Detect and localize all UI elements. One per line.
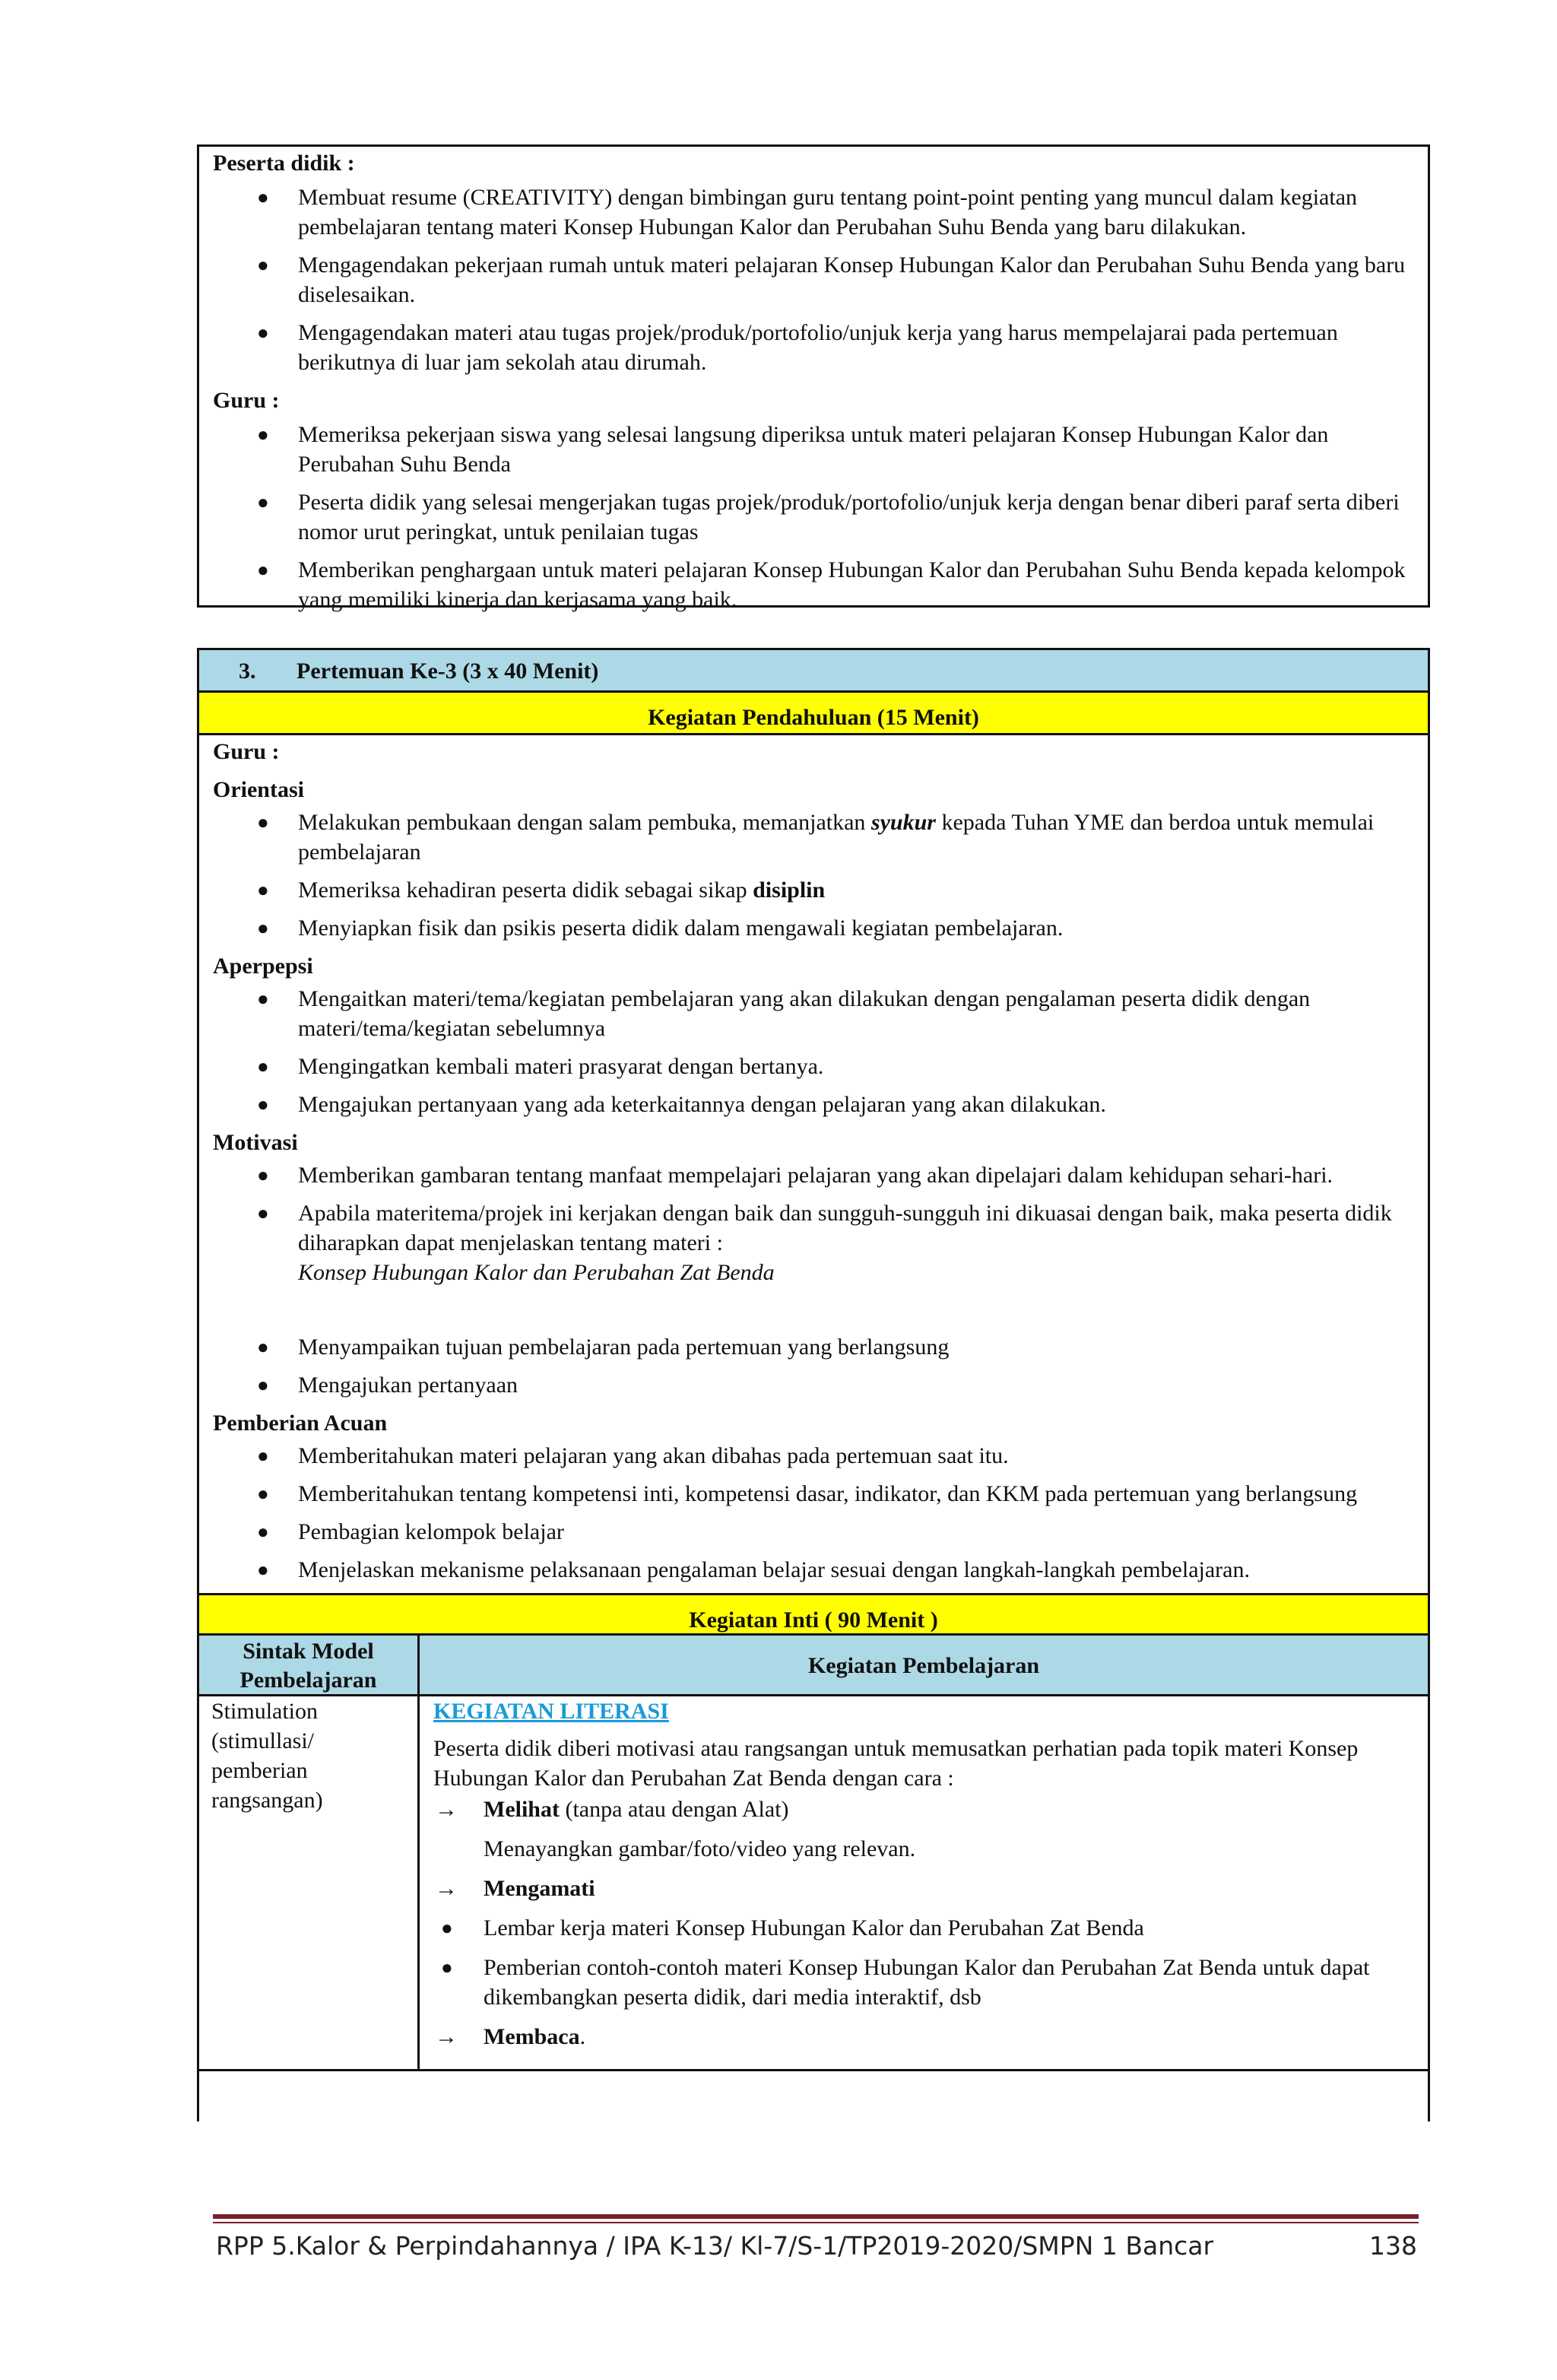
meeting-3-table [197,648,1430,2121]
footer-rule [213,2214,1419,2219]
aperpepsi-list [213,984,1414,1119]
orientasi-list [213,808,1414,943]
footer [216,2228,1417,2264]
col-kegiatan-header: Kegiatan Pembelajaran [420,1636,1428,1694]
list-item: → Melihat (tanpa atau dengan Alat) [433,1795,1414,1824]
list-item: ● Melakukan pembukaan dengan salam pembuka, memanjatkan syukur kepada Tuhan YME dan berdoa untuk memulai pembelajaran [213,808,1414,867]
footer-rule-thin [213,2222,1419,2223]
inti-table-header [199,1636,1428,1696]
inti-header: Kegiatan Inti ( 90 Menit ) [199,1593,1428,1636]
col-sintak-header: Sintak Model Pembelajaran [199,1636,420,1694]
acuan-label: Pemberian Acuan [213,1411,388,1436]
page-number: 138 [1369,2231,1417,2261]
list-item: ● Peserta didik yang selesai mengerjakan tugas projek/produk/portofolio/unjuk kerja dengan benar diberi paraf serta diberi nomor urut peringkat, untuk penilaian tugas [213,487,1414,547]
list-item: ● Menyiapkan fisik dan psikis peserta didik dalam mengawali kegiatan pembelajaran. [213,913,1414,943]
peserta-list [213,182,1414,377]
list-item: ● Mengagendakan pekerjaan rumah untuk materi pelajaran Konsep Hubungan Kalor dan Perubahan Suhu Benda yang baru diselesaikan. [213,250,1414,309]
list-item: ● Memeriksa pekerjaan siswa yang selesai langsung diperiksa untuk materi pelajaran Konsep Hubungan Kalor dan Perubahan Suhu Benda [213,420,1414,479]
meeting-title: Pertemuan Ke-3 (3 x 40 Menit) [296,658,599,684]
list-item: ● Mengaitkan materi/tema/kegiatan pembelajaran yang akan dilakukan dengan pengalaman peserta didik dengan materi/tema/kegiatan sebelumnya [213,984,1414,1043]
list-item: → Membaca. [433,2022,1414,2052]
acuan-list [213,1441,1414,1585]
pendahuluan-header: Kegiatan Pendahuluan (15 Menit) [199,693,1428,735]
list-item: → Mengamati [433,1874,1414,1903]
list-item: ● Apabila materitema/projek ini kerjakan dengan baik dan sungguh-sungguh ini dikuasai dengan baik, maka peserta didik diharapkan dapat menjelaskan tentang materi : Konsep Hubungan Kalor dan Perubahan Zat Benda [213,1198,1414,1324]
aperpepsi-label: Aperpepsi [213,954,313,979]
list-item: ● Memberitahukan tentang kompetensi inti, kompetensi dasar, indikator, dan KKM pada pertemuan yang berlangsung [213,1479,1414,1509]
list-item: ● Pemberian contoh-contoh materi Konsep Hubungan Kalor dan Perubahan Zat Benda untuk dapat dikembangkan peserta didik, dari media interaktif, dsb [433,1953,1414,2012]
peserta-label: Peserta didik : [213,151,355,176]
guru-list [213,420,1414,614]
guru-label: Guru : [213,388,280,413]
list-item: ● Lembar kerja materi Konsep Hubungan Kalor dan Perubahan Zat Benda [433,1913,1414,1943]
list-item: ● Memeriksa kehadiran peserta didik sebagai sikap disiplin [213,875,1414,905]
orientasi-label: Orientasi [213,777,304,802]
list-item: ● Mengajukan pertanyaan yang ada keterkaitannya dengan pelajaran yang akan dilakukan. [213,1090,1414,1119]
literasi-heading: KEGIATAN LITERASI [433,1699,669,1724]
guru-label: Guru : [213,739,280,764]
closing-activities-box [197,144,1430,612]
motivasi-list [213,1160,1414,1400]
list-item: ● Menyampaikan tujuan pembelajaran pada pertemuan yang berlangsung [213,1332,1414,1362]
sintak-cell: Stimulation (stimullasi/ pemberian rangsangan) [199,1696,420,2069]
list-item: ● Mengagendakan materi atau tugas projek/produk/portofolio/unjuk kerja yang harus mempelajarai pada pertemuan berikutnya di luar jam sekolah atau dirumah. [213,318,1414,377]
list-item: Menayangkan gambar/foto/video yang relevan. [484,1836,916,1861]
list-item: ● Mengingatkan kembali materi prasyarat dengan bertanya. [213,1052,1414,1081]
activity-list [433,1795,1414,2052]
list-item: ● Memberikan penghargaan untuk materi pelajaran Konsep Hubungan Kalor dan Perubahan Suhu Benda kepada kelompok yang memiliki kinerja dan kerjasama yang baik. [213,555,1414,614]
list-item: ● Menjelaskan mekanisme pelaksanaan pengalaman belajar sesuai dengan langkah-langkah pembelajaran. [213,1555,1414,1585]
list-item: ● Membuat resume (CREATIVITY) dengan bimbingan guru tentang point-point penting yang muncul dalam kegiatan pembelajaran tentang materi Konsep Hubungan Kalor dan Perubahan Suhu Benda yang baru dilakukan. [213,182,1414,242]
meeting-number: 3. [239,658,256,684]
list-item: ● Memberitahukan materi pelajaran yang akan dibahas pada pertemuan saat itu. [213,1441,1414,1471]
intro-text: Peserta didik diberi motivasi atau rangsangan untuk memusatkan perhatian pada topik materi Konsep Hubungan Kalor dan Perubahan Zat Benda dengan cara : [433,1736,1359,1791]
footer-text: RPP 5.Kalor & Perpindahannya / IPA K-13/ Kl-7/S-1/TP2019-2020/SMPN 1 Bancar [216,2231,1214,2261]
motivasi-label: Motivasi [213,1130,298,1155]
list-item: ● Memberikan gambaran tentang manfaat mempelajari pelajaran yang akan dipelajari dalam kehidupan sehari-hari. [213,1160,1414,1190]
pendahuluan-section [199,735,1428,1585]
meeting-header [199,650,1428,693]
list-item: ● Pembagian kelompok belajar [213,1517,1414,1547]
list-item: ● Mengajukan pertanyaan [213,1370,1414,1400]
kegiatan-cell [420,1696,1428,2069]
inti-table-row [199,1696,1428,2071]
